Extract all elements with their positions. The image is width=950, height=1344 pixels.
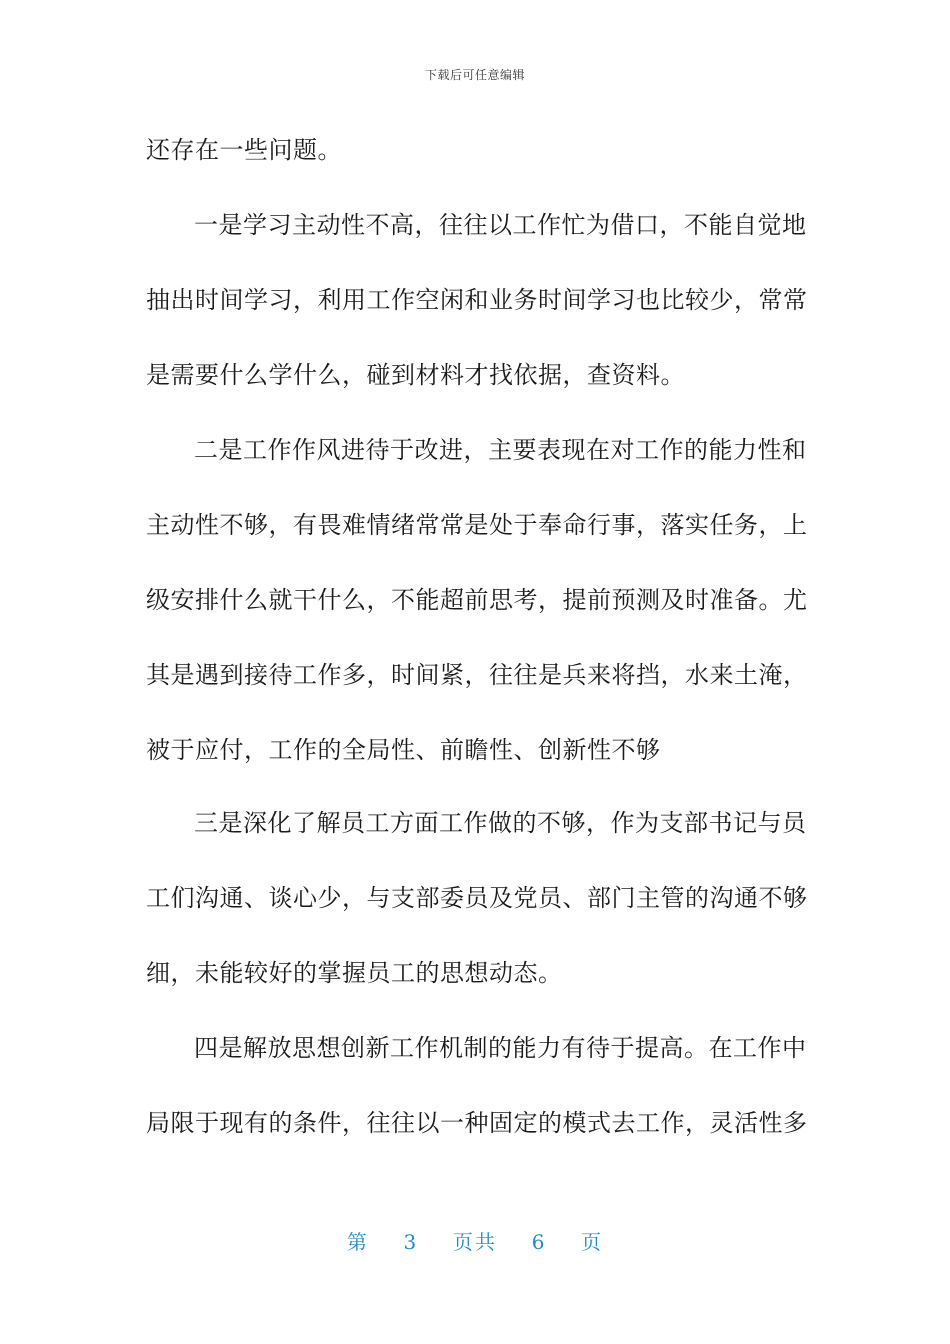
paragraph-line: 抽出时间学习，利用工作空闲和业务时间学习也比较少，常常 — [146, 286, 808, 314]
footer-end-label: 页 — [581, 1230, 604, 1254]
paragraph-line: 三是深化了解员工方面工作做的不够，作为支部书记与员 — [194, 809, 807, 837]
paragraph-line: 工们沟通、谈心少，与支部委员及党员、部门主管的沟通不够 — [146, 884, 808, 912]
paragraph-line: 主动性不够，有畏难情绪常常是处于奉命行事，落实任务，上 — [146, 511, 808, 539]
footer-total-pages: 6 — [531, 1230, 547, 1254]
paragraph-line: 二是工作作风进待于改进，主要表现在对工作的能力性和 — [194, 436, 807, 464]
paragraph-line: 四是解放思想创新工作机制的能力有待于提高。在工作中 — [194, 1034, 807, 1062]
paragraph-line: 局限于现有的条件，往往以一种固定的模式去工作，灵活性多 — [146, 1109, 808, 1137]
page-header: 下载后可任意编辑 — [424, 68, 525, 82]
footer-middle-label: 页共 — [453, 1230, 497, 1254]
paragraph-line: 级安排什么就干什么，不能超前思考，提前预测及时准备。尤 — [146, 586, 808, 614]
paragraph-line: 细，未能较好的掌握员工的思想动态。 — [146, 959, 563, 987]
paragraph-line: 还存在一些问题。 — [146, 136, 342, 164]
footer-page-number: 3 — [403, 1230, 419, 1254]
paragraph-line: 一是学习主动性不高，往往以工作忙为借口，不能自觉地 — [194, 211, 807, 239]
page-footer — [0, 1226, 950, 1255]
paragraph-line: 被于应付，工作的全局性、前瞻性、创新性不够 — [146, 736, 661, 764]
paragraph-line: 是需要什么学什么，碰到材料才找依据，查资料。 — [146, 361, 685, 389]
paragraph-line: 其是遇到接待工作多，时间紧，往往是兵来将挡，水来土淹， — [146, 661, 808, 689]
footer-page-label: 第 — [346, 1230, 369, 1254]
